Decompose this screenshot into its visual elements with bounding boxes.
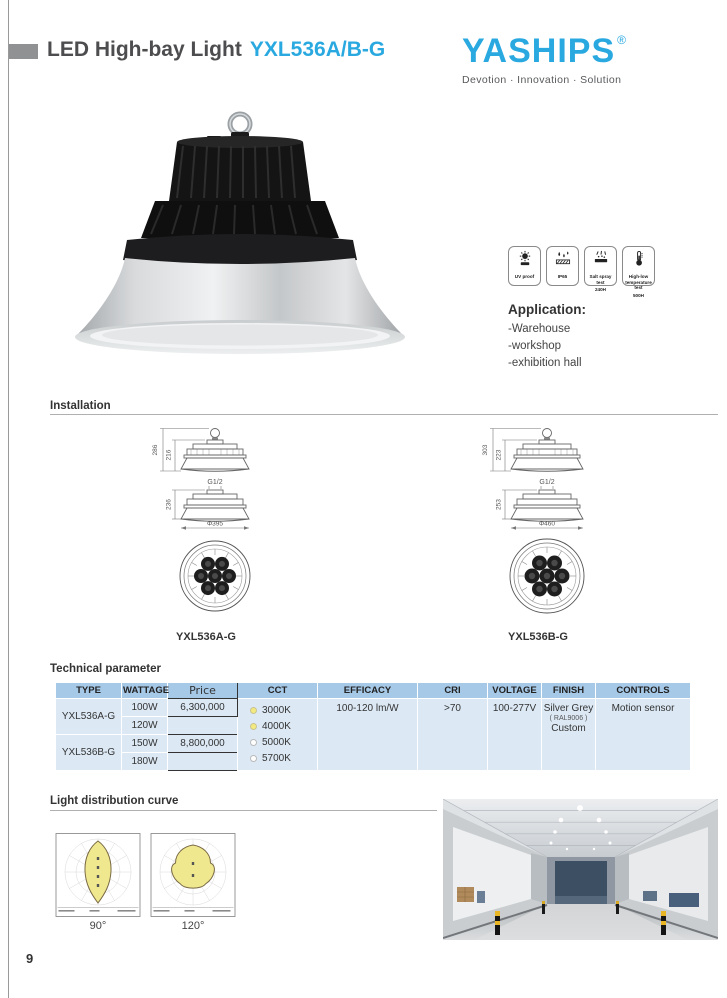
- application-item: -Warehouse: [508, 323, 571, 335]
- price-cell: [168, 717, 238, 735]
- dim-body-height: 253: [495, 499, 503, 510]
- brand-tagline: Devotion · Innovation · Solution: [462, 74, 622, 86]
- type-cell: YXL536A-G: [56, 699, 122, 735]
- registered-trademark-icon: ®: [617, 33, 627, 47]
- uv-proof-badge: [508, 246, 541, 286]
- cri-cell: >70: [418, 699, 488, 771]
- cert-value: 240H: [595, 287, 606, 293]
- type-cell: YXL536B-G: [56, 735, 122, 771]
- cct-dot-5000k: [250, 739, 257, 746]
- cert-value: 500H: [633, 293, 644, 299]
- temperature-test-icon: [629, 250, 649, 272]
- wattage-cell: 120W: [122, 717, 168, 735]
- dim-height-with-hook: 303: [482, 444, 489, 456]
- temperature-test-badge: [622, 246, 655, 299]
- page-number: 9: [26, 951, 34, 966]
- wattage-cell: 100W: [122, 699, 168, 717]
- price-cell: 8,800,000: [168, 735, 238, 753]
- brand-logo: [462, 34, 702, 86]
- distribution-curve-90: [55, 833, 141, 917]
- technical-parameter-table: [55, 683, 691, 771]
- technical-section-title: Technical parameter: [50, 663, 162, 675]
- finish-cell: Silver Grey ( RAL9006 ) Custom: [542, 699, 596, 771]
- wattage-cell: 150W: [122, 735, 168, 753]
- product-model: YXL536A/B-G: [249, 38, 386, 61]
- table-row: [56, 699, 691, 717]
- dim-body-height-top: 223: [495, 449, 503, 461]
- wattage-cell: 180W: [122, 753, 168, 771]
- col-finish: FINISH: [542, 683, 596, 699]
- cert-label: IP65: [557, 274, 568, 279]
- cct-option: 5700K: [250, 751, 316, 767]
- ip65-badge: [546, 246, 579, 286]
- application-item: -workshop: [508, 340, 562, 352]
- page-left-border: [8, 0, 9, 998]
- cct-option: 4000K: [250, 719, 316, 735]
- price-cell: [168, 753, 238, 771]
- dim-body-height-top: 216: [165, 449, 173, 461]
- model-label-yxl536a: YXL536A-G: [176, 631, 236, 643]
- controls-cell: Motion sensor: [596, 699, 691, 771]
- installation-diagram-yxl536a: [140, 424, 272, 643]
- application-title: Application:: [508, 302, 586, 317]
- installation-diagram-yxl536b: [472, 424, 604, 643]
- thread-label: G1/2: [207, 479, 223, 486]
- warehouse-photo: [443, 799, 718, 940]
- col-cct: CCT: [238, 683, 318, 699]
- cert-label: High-low temperature test: [625, 274, 652, 291]
- distribution-section-title: Light distribution curve: [50, 795, 179, 807]
- installation-divider: [50, 414, 718, 415]
- table-header-row: [56, 683, 691, 699]
- model-label-yxl536b: YXL536B-G: [508, 631, 568, 643]
- efficacy-cell: 100-120 lm/W: [318, 699, 418, 771]
- product-photo: [55, 106, 425, 358]
- product-title: LED High-bay Light: [47, 38, 242, 61]
- col-type: TYPE: [56, 683, 122, 699]
- cct-dot-4000k: [250, 723, 257, 730]
- application-section: [508, 302, 586, 372]
- dim-diameter: Φ395: [206, 520, 224, 528]
- distribution-curve-120: [150, 833, 236, 917]
- cct-option: 5000K: [250, 735, 316, 751]
- col-wattage: WATTAGE: [122, 683, 168, 699]
- certification-icons: [508, 246, 655, 299]
- cct-option: 3000K: [250, 703, 316, 719]
- cct-cell: [238, 699, 318, 771]
- dim-body-height: 236: [165, 499, 173, 510]
- installation-section-title: Installation: [50, 400, 111, 412]
- cct-dot-3000k: [250, 707, 257, 714]
- distribution-divider: [50, 810, 437, 811]
- cert-label: UV proof: [514, 274, 535, 279]
- salt-spray-badge: [584, 246, 617, 293]
- col-cri: CRI: [418, 683, 488, 699]
- col-price: Price: [168, 683, 238, 699]
- price-cell: 6,300,000: [168, 699, 238, 717]
- uv-proof-icon: [515, 250, 535, 272]
- col-controls: CONTROLS: [596, 683, 691, 699]
- thread-label: G1/2: [539, 479, 555, 486]
- dim-diameter: Φ460: [538, 520, 556, 528]
- curve-angle-label: 90°: [89, 920, 107, 932]
- voltage-cell: 100-277V: [488, 699, 542, 771]
- page-title: [47, 38, 385, 62]
- dim-height-with-hook: 286: [152, 444, 159, 456]
- cert-label: Salt spray test: [589, 274, 612, 285]
- brand-name: YASHIPS ®: [462, 32, 627, 70]
- header-accent-bar: [9, 44, 38, 59]
- col-voltage: VOLTAGE: [488, 683, 542, 699]
- curve-angle-label: 120°: [181, 920, 205, 932]
- cct-dot-5700k: [250, 755, 257, 762]
- col-efficacy: EFFICACY: [318, 683, 418, 699]
- ip65-icon: [553, 250, 573, 272]
- application-item: -exhibition hall: [508, 357, 582, 369]
- salt-spray-icon: [591, 250, 611, 272]
